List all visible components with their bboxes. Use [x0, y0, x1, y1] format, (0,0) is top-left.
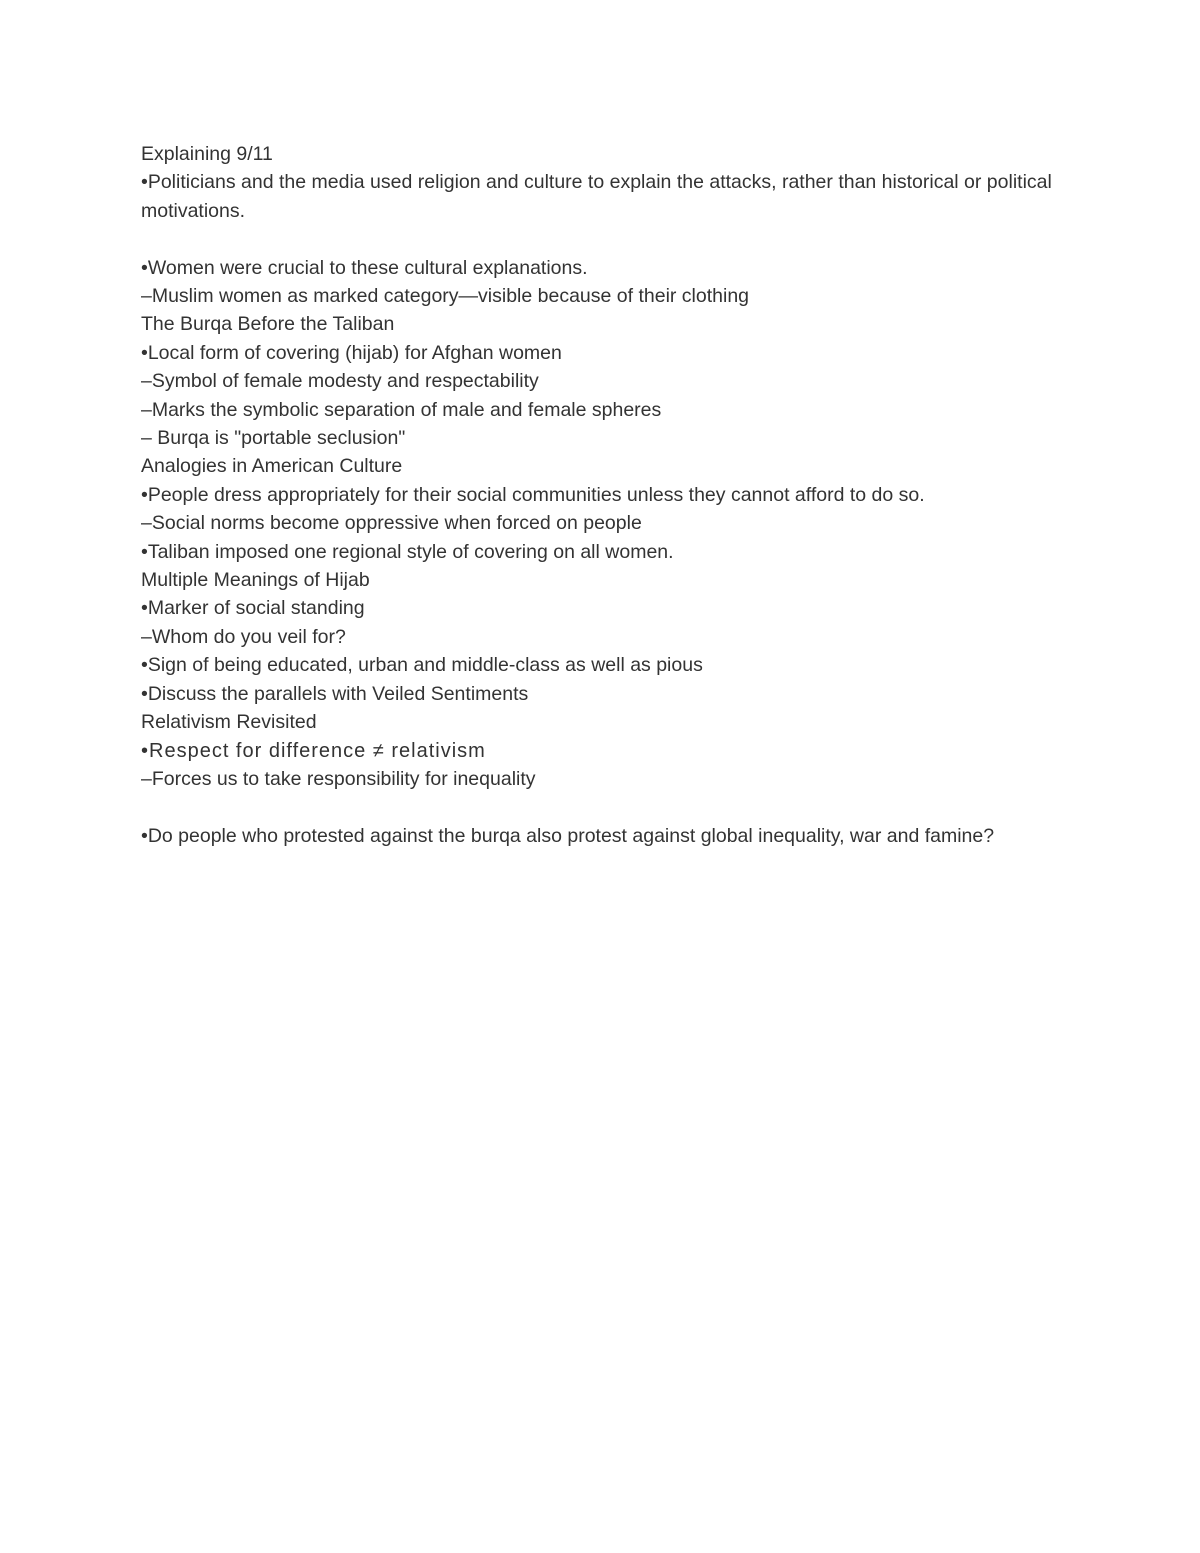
- bullet-sign-educated: •Sign of being educated, urban and middle-class as well as pious: [141, 654, 703, 677]
- subbullet-forces-responsibility: –Forces us to take responsibility for inequality: [141, 767, 536, 790]
- heading-analogies-american-culture: Analogies in American Culture: [141, 455, 403, 478]
- blank-line: [141, 225, 1061, 253]
- bullet-respect-difference: •Respect for difference ≠ relativism: [141, 739, 486, 762]
- bullet-people-dress: •People dress appropriately for their social communities unless they cannot afford to do so.: [141, 483, 925, 506]
- bullet-politicians-media: •Politicians and the media used religion and culture to explain the attacks, rather than historical or political motivations.: [141, 171, 1052, 222]
- bullet-discuss-parallels: •Discuss the parallels with Veiled Sentiments: [141, 682, 529, 705]
- subbullet-muslim-women: –Muslim women as marked category—visible because of their clothing: [141, 285, 750, 308]
- bullet-protest-question: •Do people who protested against the burqa also protest against global inequality, war and famine?: [141, 824, 995, 847]
- heading-explaining-911: Explaining 9/11: [141, 143, 273, 165]
- subbullet-whom-veil: –Whom do you veil for?: [141, 625, 346, 648]
- bullet-taliban-imposed: •Taliban imposed one regional style of covering on all women.: [141, 540, 674, 563]
- bullet-women-crucial: •Women were crucial to these cultural explanations.: [141, 256, 588, 279]
- document-body: [141, 140, 1061, 850]
- bullet-local-form: •Local form of covering (hijab) for Afghan women: [141, 341, 562, 364]
- subbullet-social-norms: –Social norms become oppressive when forced on people: [141, 512, 642, 535]
- subbullet-portable-seclusion: – Burqa is "portable seclusion": [141, 427, 406, 450]
- heading-relativism-revisited: Relativism Revisited: [141, 711, 317, 734]
- blank-line: [141, 793, 1061, 821]
- bullet-marker-social-standing: •Marker of social standing: [141, 597, 365, 620]
- subbullet-symbolic-separation: –Marks the symbolic separation of male and female spheres: [141, 398, 662, 421]
- heading-burqa-before-taliban: The Burqa Before the Taliban: [141, 313, 395, 336]
- heading-multiple-meanings: Multiple Meanings of Hijab: [141, 569, 370, 592]
- subbullet-symbol-modesty: –Symbol of female modesty and respectability: [141, 370, 539, 393]
